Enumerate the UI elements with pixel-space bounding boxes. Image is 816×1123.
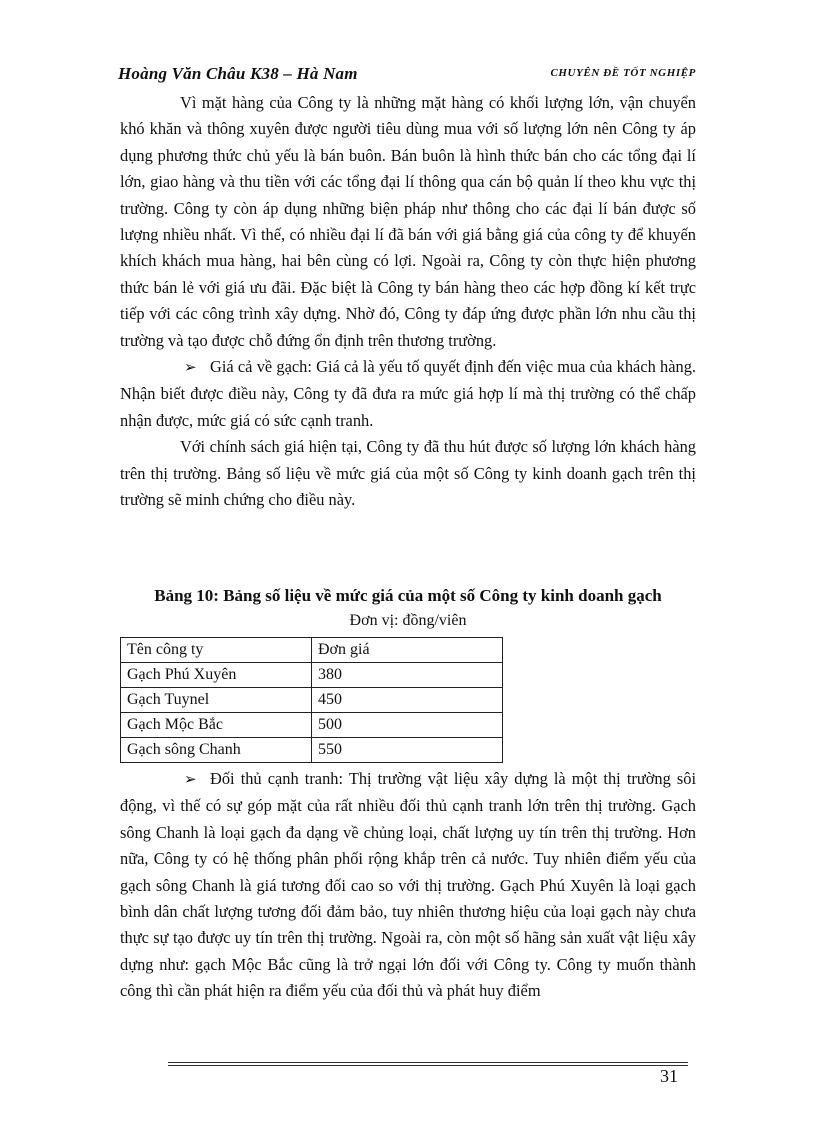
cell-price: 450 xyxy=(312,688,503,713)
table-unit: Đơn vị: đồng/viên xyxy=(349,612,467,629)
body-text xyxy=(120,90,696,514)
header-author: Hoàng Văn Châu K38 – Hà Nam xyxy=(118,64,358,83)
page-header xyxy=(118,64,696,86)
cell-price: 550 xyxy=(312,738,503,763)
table-header-row xyxy=(121,638,503,663)
table-row xyxy=(121,663,503,688)
header-thesis-title: CHUYÊN ĐỀ TỐT NGHIỆP xyxy=(550,67,696,79)
table-row xyxy=(121,738,503,763)
bullet-competitors xyxy=(120,766,696,1005)
cell-price: 500 xyxy=(312,713,503,738)
bullet-price xyxy=(120,354,696,434)
paragraph-sales-method: Vì mặt hàng của Công ty là những mặt hàng có khối lượng lớn, vận chuyển khó khăn và thông xuyên được người tiêu dùng mua với số lượng lớn nên Công ty áp dụng phương thức chủ yếu là bán buôn. Bán buôn là hình thức bán cho các tổng đại lí lớn, giao hàng và thu tiền với các tổng đại lí thông qua cán bộ quản lí theo khu vực thị trường. Công ty còn áp dụng những biện pháp như thông cho các đại lí bán được số lượng nhiều nhất. Vì thế, có nhiều đại lí đã bán với giá bằng giá của công ty để khuyến khích khách mua hàng, hai bên cùng có lợi. Ngoài ra, Công ty còn thực hiện phương thức bán lẻ với giá ưu đãi. Đặc biệt là Công ty bán hàng theo các hợp đồng kí kết trực tiếp với các công trình xây dựng. Nhờ đó, Công ty đáp ứng được phần lớn nhu cầu thị trường và tạo được chỗ đứng ổn định trên thương trường. xyxy=(120,93,696,350)
bullet-price-text: Giá cả về gạch: Giá cả là yếu tố quyết định đến việc mua của khách hàng. Nhận biết được điều này, Công ty đã đưa ra mức giá hợp lí mà thị trường có thể chấp nhận được, mức giá có sức cạnh tranh. xyxy=(120,357,696,430)
footer-rule xyxy=(168,1062,688,1068)
cell-company: Gạch Mộc Bắc xyxy=(121,713,312,738)
footer-line xyxy=(168,1065,688,1068)
arrow-bullet-icon: ➢ xyxy=(184,360,197,377)
header-cell-price: Đơn giá xyxy=(312,638,503,663)
table-title: Bảng 10: Bảng số liệu về mức giá của một số Công ty kinh doanh gạch xyxy=(154,586,662,605)
cell-company: Gạch Tuynel xyxy=(121,688,312,713)
bullet-competitors-text: Đối thủ cạnh tranh: Thị trường vật liệu xây dựng là một thị trường sôi động, vì thế có sự góp mặt của rất nhiều đối thủ cạnh tranh lớn trên thị trường. Gạch sông Chanh là loại gạch đa dạng về chủng loại, chất lượng uy tín trên thị trường. Hơn nữa, Công ty có hệ thống phân phối rộng khắp trên cả nước. Tuy nhiên điểm yếu của gạch sông Chanh là giá tương đối cao so với thị trường. Gạch Phú Xuyên là loại gạch bình dân chất lượng tương đối đảm bảo, tuy nhiên thương hiệu của loại gạch này chưa thực sự tạo được uy tín trên thị trường. Ngoài ra, còn một số hãng sản xuất vật liệu xây dựng như: gạch Mộc Bắc cũng là trở ngại lớn đối với Công ty. Công ty muốn thành công thì cần phát hiện ra điểm yếu của đối thủ và phát huy điểm xyxy=(120,769,696,1001)
cell-price: 380 xyxy=(312,663,503,688)
price-table xyxy=(120,637,503,763)
paragraph-price-policy: Với chính sách giá hiện tại, Công ty đã thu hút được số lượng lớn khách hàng trên thị trường. Bảng số liệu về mức giá của một số Công ty kinh doanh gạch trên thị trường sẽ minh chứng cho điều này. xyxy=(120,437,696,510)
page-number: 31 xyxy=(660,1066,678,1086)
body-text-continued xyxy=(120,766,696,1005)
header-cell-company: Tên công ty xyxy=(121,638,312,663)
table-row xyxy=(121,688,503,713)
arrow-bullet-icon: ➢ xyxy=(184,772,197,788)
cell-company: Gạch Phú Xuyên xyxy=(121,663,312,688)
cell-company: Gạch sông Chanh xyxy=(121,738,312,763)
table-row xyxy=(121,713,503,738)
